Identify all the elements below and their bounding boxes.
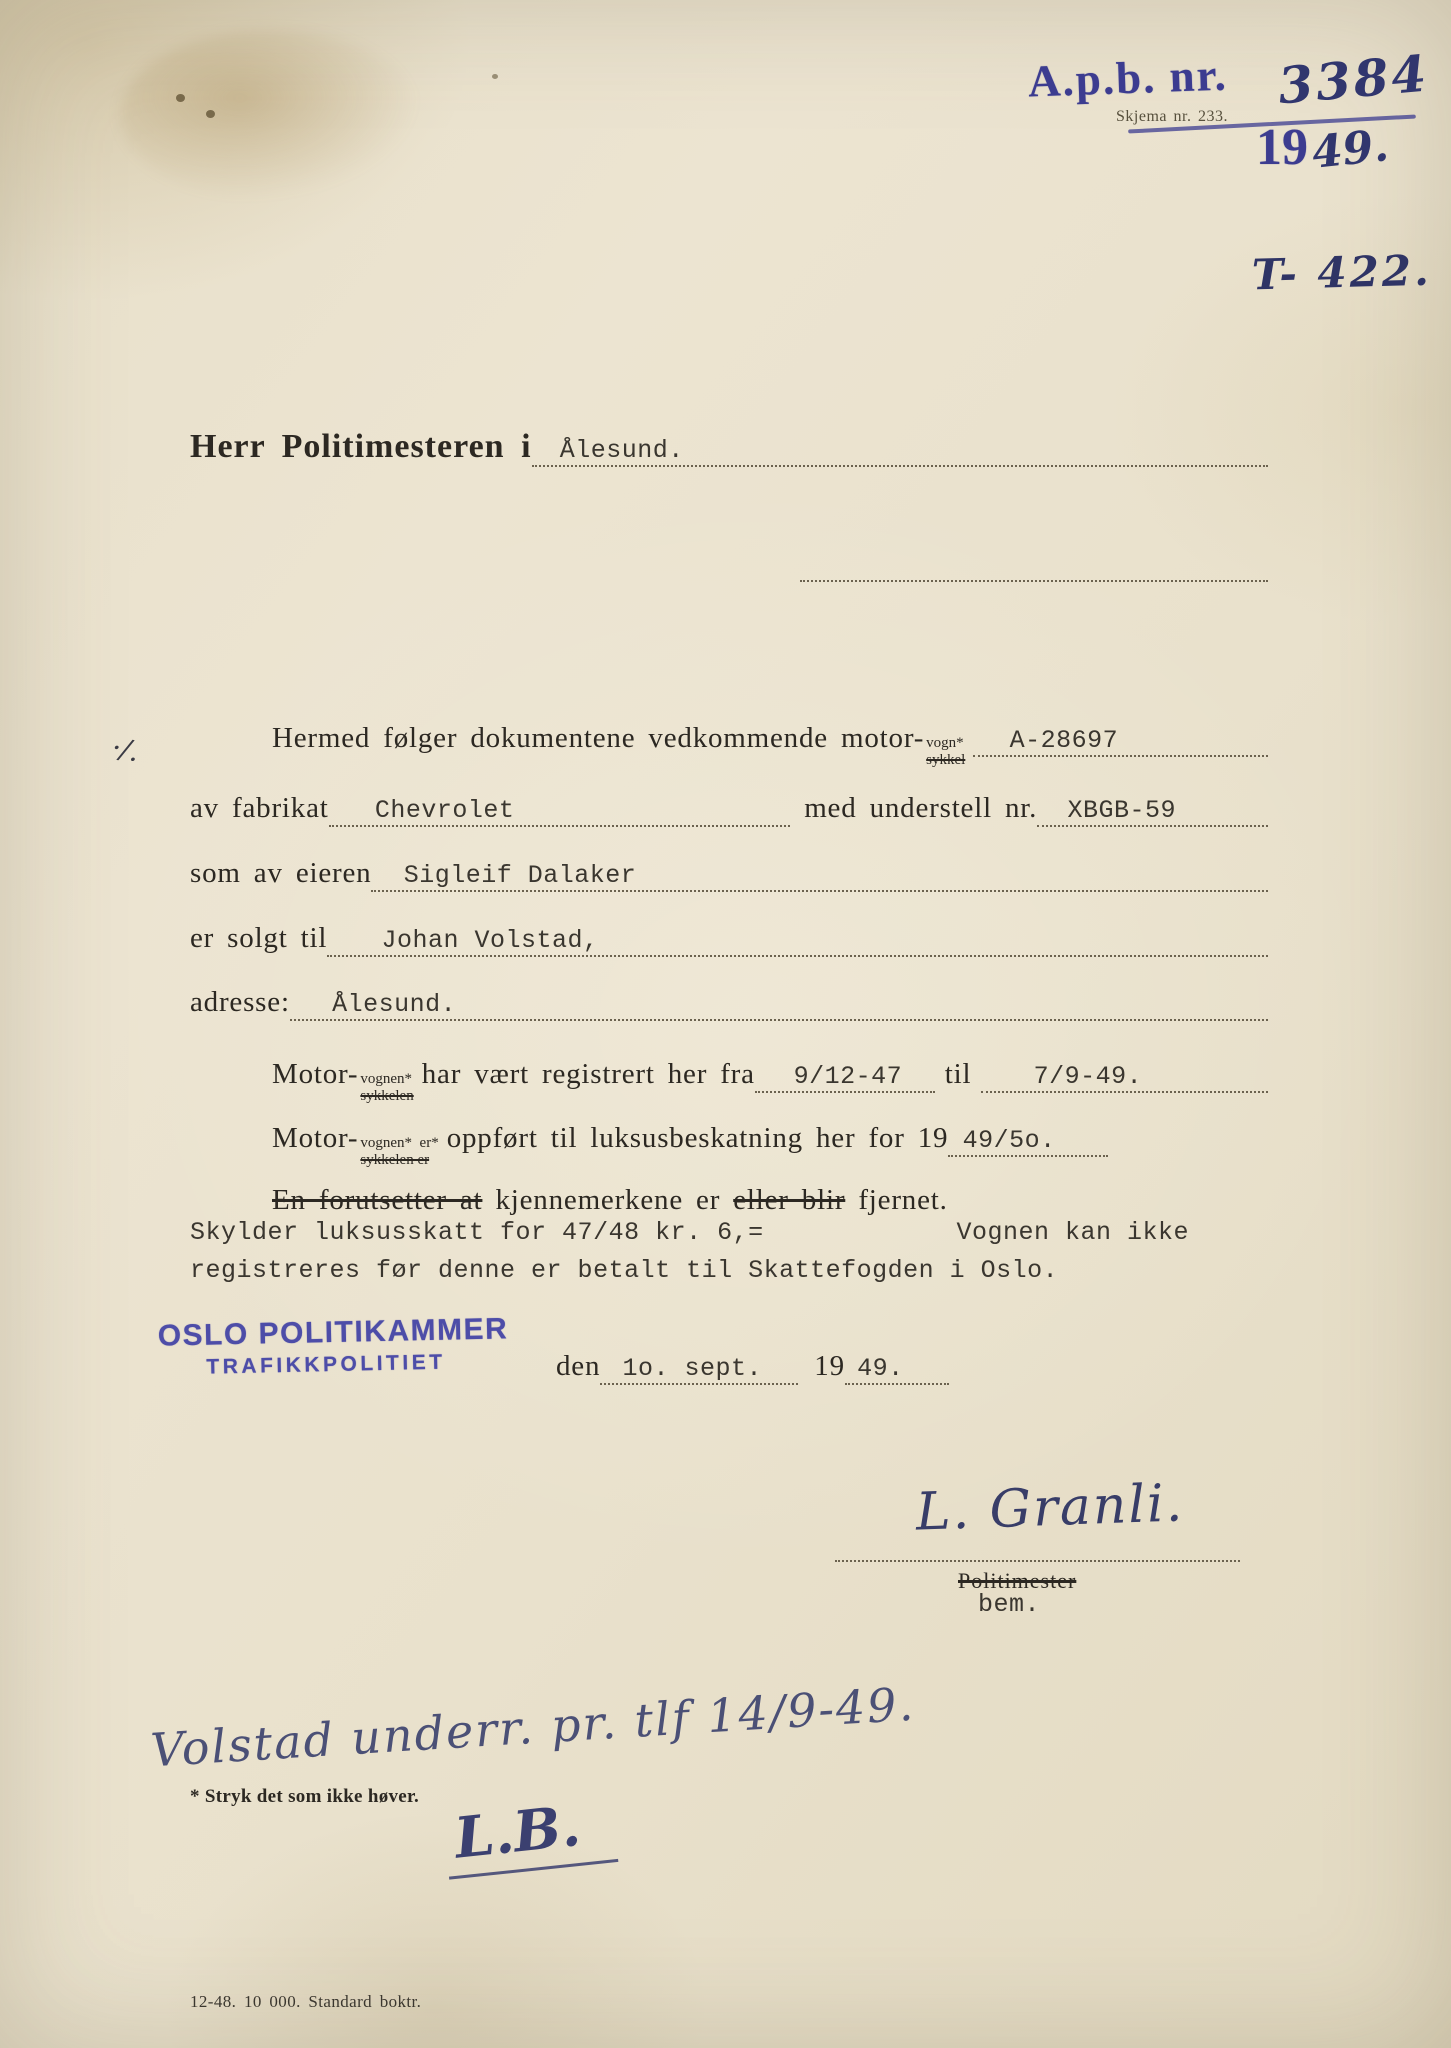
luksus-label: oppført til luksusbeskatning her for 19 bbox=[446, 1122, 949, 1154]
form-number-label: Skjema nr. 233. bbox=[1116, 108, 1228, 125]
intro-row bbox=[272, 722, 1268, 768]
paper-speck bbox=[492, 74, 498, 79]
oslo-politikammer-stamp bbox=[157, 1312, 509, 1380]
year-stamp: 19 bbox=[1256, 119, 1308, 176]
stamp-line2: TRAFIKKPOLITIET bbox=[206, 1350, 446, 1379]
printer-imprint: 12-48. 10 000. Standard boktr. bbox=[190, 1992, 422, 2011]
handwritten-initials: L.B. bbox=[442, 1789, 618, 1879]
adresse-typed: Ålesund. bbox=[332, 990, 457, 1019]
politimester-struck: Politimester bbox=[958, 1568, 1077, 1593]
kjennemerker-struck-start: En forutsetter at bbox=[272, 1184, 483, 1216]
apb-number-stamp bbox=[1027, 49, 1228, 108]
handwritten-note: Volstad underr. pr. tlf 14/9-49. bbox=[149, 1676, 917, 1778]
understell-typed: XBGB-59 bbox=[1067, 796, 1176, 825]
vognen-sykkelen-alternative bbox=[360, 1071, 413, 1104]
eier-typed: Sigleif Dalaker bbox=[403, 861, 637, 890]
luksus-year-typed: 49/5o. bbox=[962, 1126, 1056, 1155]
registration-number-typed: A-28697 bbox=[1009, 726, 1119, 755]
den-label: den bbox=[556, 1350, 601, 1382]
fabrikat-label: av fabrikat bbox=[190, 792, 329, 824]
date-year-printed: 19 bbox=[814, 1350, 845, 1382]
fabrikat-row bbox=[190, 792, 1268, 827]
til-label: til bbox=[944, 1058, 972, 1090]
tax-note-right-typed: Vognen kan ikke bbox=[956, 1218, 1189, 1247]
registrert-prefix: Motor- bbox=[272, 1058, 359, 1090]
fabrikat-dotted-line bbox=[329, 796, 791, 827]
alt-sykkelen-er-struck: sykkelen er bbox=[360, 1151, 430, 1168]
date-year-line bbox=[845, 1354, 949, 1385]
salutation-row bbox=[190, 428, 1268, 467]
date-typed: 1o. sept. bbox=[622, 1354, 763, 1383]
luksus-year-line bbox=[948, 1126, 1108, 1157]
signature-dotted-line bbox=[835, 1522, 1240, 1562]
kjennemerker-mid: kjennemerkene er bbox=[482, 1184, 734, 1216]
luksus-prefix: Motor- bbox=[272, 1122, 359, 1154]
registrert-from-line bbox=[755, 1062, 935, 1093]
alt-sykkelen-struck: sykkelen bbox=[360, 1087, 414, 1104]
stamp-line1: OSLO POLITIKAMMER bbox=[157, 1312, 509, 1353]
date-row bbox=[556, 1350, 986, 1385]
registrert-from-typed: 9/12-47 bbox=[793, 1062, 903, 1091]
kjennemerker-struck-mid: eller blir bbox=[733, 1184, 846, 1216]
luksus-row bbox=[272, 1122, 1268, 1168]
year-line bbox=[1256, 118, 1392, 179]
solgt-dotted-line bbox=[327, 926, 1268, 957]
salutation-label: Herr Politimesteren i bbox=[190, 428, 532, 465]
tax-note-row2 bbox=[190, 1256, 1268, 1285]
margin-check-mark: ·/. bbox=[108, 730, 143, 769]
understell-label: med understell nr. bbox=[804, 792, 1038, 824]
registrert-label: har vært registrert her fra bbox=[421, 1058, 755, 1090]
paper-speck bbox=[176, 94, 185, 102]
apb-number-handwritten: 3384 bbox=[1275, 43, 1432, 116]
tax-note-left-typed: Skylder luksusskatt for 47/48 kr. 6,= bbox=[190, 1218, 764, 1247]
fabrikat-typed: Chevrolet bbox=[374, 796, 515, 825]
registration-number-line bbox=[973, 726, 1268, 757]
understell-dotted-line bbox=[1037, 796, 1268, 827]
intro-printed-text: Hermed følger dokumentene vedkommende motor- bbox=[272, 722, 925, 754]
solgt-typed: Johan Volstad, bbox=[381, 926, 599, 955]
date-year-typed: 49. bbox=[857, 1354, 904, 1383]
salutation-dotted-line bbox=[532, 436, 1268, 467]
registrert-to-typed: 7/9-49. bbox=[1033, 1062, 1143, 1091]
kjennemerker-row bbox=[272, 1184, 1268, 1217]
tax-note-line2-typed: registreres før denne er betalt til Skattefogden i Oslo. bbox=[190, 1256, 1059, 1285]
vognen-er-alternative bbox=[360, 1135, 438, 1168]
empty-line-row bbox=[800, 552, 1268, 590]
paper-stain bbox=[120, 30, 420, 200]
apb-stamp-text: A.p.b. nr. bbox=[1027, 49, 1229, 107]
bem-typed: bem. bbox=[978, 1590, 1041, 1619]
date-dotted-line bbox=[600, 1354, 798, 1385]
adresse-dotted-line bbox=[290, 990, 1268, 1021]
eier-dotted-line bbox=[371, 861, 1268, 892]
signature-title-typed bbox=[978, 1590, 1040, 1619]
alt-sykkel-struck: sykkel bbox=[926, 751, 966, 768]
eier-label: som av eieren bbox=[190, 857, 372, 889]
empty-dotted-line bbox=[800, 552, 1268, 582]
alt-vognen-er: vognen* er* bbox=[360, 1135, 439, 1151]
reference-number-handwritten: T- 422. bbox=[1251, 245, 1433, 300]
year-handwritten: 49. bbox=[1309, 120, 1392, 179]
vogn-sykkel-alternative bbox=[926, 735, 965, 768]
registrert-row bbox=[272, 1058, 1268, 1104]
footnote-text: * Stryk det som ikke høver. bbox=[190, 1786, 420, 1807]
signature-script: L. Granli. bbox=[914, 1473, 1186, 1543]
solgt-label: er solgt til bbox=[190, 922, 328, 954]
registrert-to-line bbox=[981, 1062, 1268, 1093]
solgt-row bbox=[190, 922, 1268, 957]
adresse-row bbox=[190, 986, 1268, 1021]
adresse-label: adresse: bbox=[190, 986, 290, 1018]
alt-vogn: vogn* bbox=[926, 735, 964, 751]
paper-speck bbox=[206, 110, 215, 118]
tax-note-row1 bbox=[190, 1218, 1189, 1247]
kjennemerker-end: fjernet. bbox=[845, 1184, 948, 1216]
alt-vognen: vognen* bbox=[360, 1071, 413, 1087]
salutation-city-typed: Ålesund. bbox=[559, 436, 684, 465]
eier-row bbox=[190, 857, 1268, 892]
